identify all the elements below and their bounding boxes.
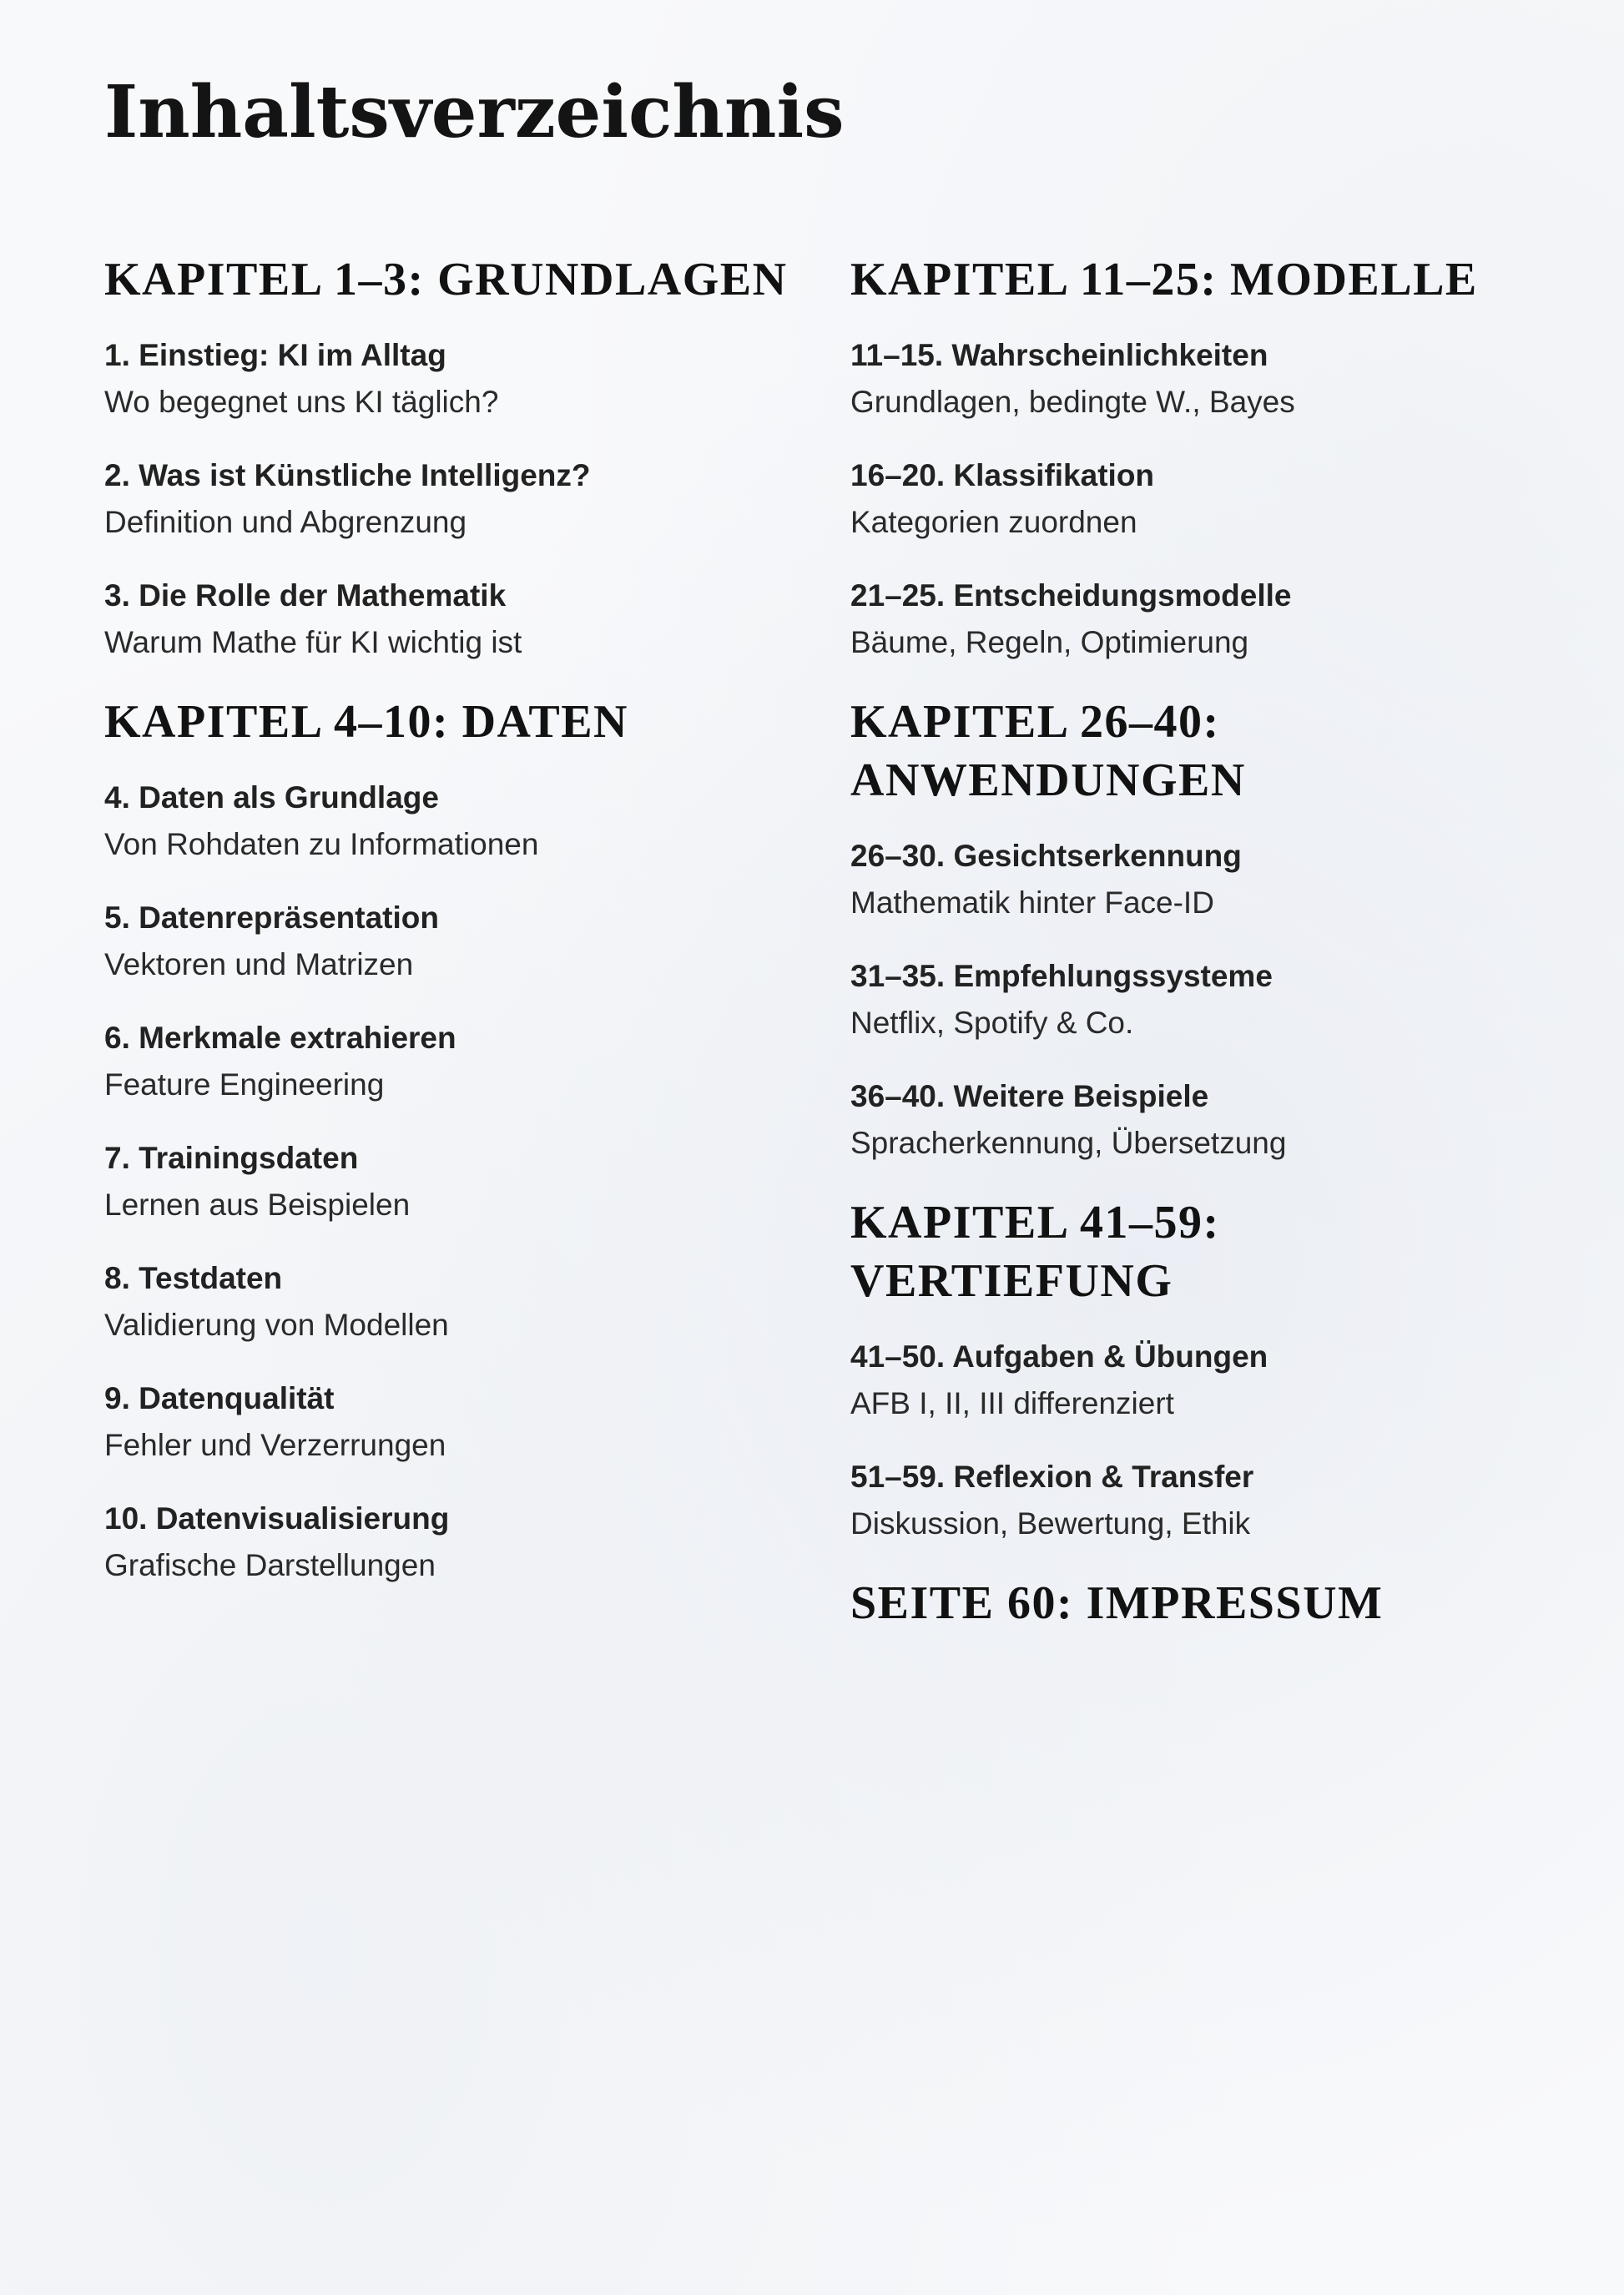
- chapter-heading: KAPITEL 26–40: ANWENDUNGEN: [850, 696, 1246, 806]
- chapter-heading: KAPITEL 1–3: GRUNDLAGEN: [104, 254, 788, 305]
- toc-entry-subtitle: Lernen aus Beispielen: [104, 1188, 411, 1222]
- toc-entry-title: 5. Datenrepräsentation: [104, 900, 439, 935]
- toc-entry-title: 11–15. Wahrscheinlichkeiten: [850, 338, 1268, 372]
- toc-entry-title: 6. Merkmale extrahieren: [104, 1021, 456, 1055]
- toc-entry-title: 10. Datenvisualisierung: [104, 1501, 450, 1536]
- toc-entry-title: 31–35. Empfehlungssysteme: [850, 959, 1273, 993]
- toc-entry-title: 9. Datenqualität: [104, 1381, 335, 1415]
- toc-entry-subtitle: Feature Engineering: [104, 1067, 385, 1102]
- chapter-heading: KAPITEL 11–25: MODELLE: [850, 254, 1478, 305]
- toc-entry-subtitle: Bäume, Regeln, Optimierung: [850, 625, 1249, 659]
- toc-entry: [104, 1135, 789, 1228]
- toc-entry-subtitle: Spracherkennung, Übersetzung: [850, 1126, 1287, 1160]
- toc-entry-subtitle: Diskussion, Bewertung, Ethik: [850, 1506, 1251, 1541]
- toc-column-left: [104, 250, 789, 1616]
- toc-entry: [104, 1375, 789, 1469]
- toc-entry-subtitle: Fehler und Verzerrungen: [104, 1428, 446, 1462]
- toc-entry-subtitle: Warum Mathe für KI wichtig ist: [104, 625, 522, 659]
- toc-entry: [850, 833, 1535, 926]
- toc-entry-title: 36–40. Weitere Beispiele: [850, 1079, 1209, 1113]
- toc-entry-title: 51–59. Reflexion & Transfer: [850, 1460, 1254, 1494]
- toc-entry: [850, 572, 1535, 666]
- toc-entry-title: 26–30. Gesichtserkennung: [850, 839, 1242, 873]
- toc-entry-subtitle: Kategorien zuordnen: [850, 505, 1137, 539]
- toc-entry-subtitle: Grundlagen, bedingte W., Bayes: [850, 385, 1295, 419]
- toc-entry-title: 21–25. Entscheidungsmodelle: [850, 578, 1292, 613]
- chapter-heading: KAPITEL 41–59: VERTIEFUNG: [850, 1197, 1220, 1307]
- toc-section: [850, 693, 1535, 1167]
- toc-entry-subtitle: AFB I, II, III differenziert: [850, 1386, 1174, 1420]
- toc-entry-title: 7. Trainingsdaten: [104, 1141, 359, 1175]
- toc-entry-title: 2. Was ist Künstliche Intelligenz?: [104, 458, 591, 492]
- toc-entry-subtitle: Mathematik hinter Face-ID: [850, 885, 1214, 920]
- toc-entry: [850, 1334, 1535, 1427]
- toc-entry: [104, 332, 789, 426]
- chapter-heading: KAPITEL 4–10: DATEN: [104, 696, 628, 748]
- toc-entry-title: 16–20. Klassifikation: [850, 458, 1155, 492]
- toc-entry-title: 41–50. Aufgaben & Übungen: [850, 1339, 1268, 1374]
- page-title: Inhaltsverzeichnis: [104, 70, 845, 154]
- toc-entry-subtitle: Vektoren und Matrizen: [104, 947, 414, 981]
- toc-entry: [850, 452, 1535, 546]
- toc-entry-subtitle: Validierung von Modellen: [104, 1308, 449, 1342]
- toc-entry: [104, 895, 789, 988]
- toc-entry: [104, 774, 789, 868]
- toc-section: [104, 250, 789, 666]
- toc-entry: [104, 452, 789, 546]
- toc-entry: [104, 1255, 789, 1349]
- toc-entry-subtitle: Definition und Abgrenzung: [104, 505, 467, 539]
- toc-entry: [104, 572, 789, 666]
- toc-section: [850, 1574, 1535, 1632]
- toc-entry-subtitle: Wo begegnet uns KI täglich?: [104, 385, 499, 419]
- toc-entry: [104, 1496, 789, 1589]
- toc-entry: [850, 953, 1535, 1047]
- toc-section: [850, 1193, 1535, 1547]
- toc-entry: [850, 332, 1535, 426]
- toc-entry-title: 3. Die Rolle der Mathematik: [104, 578, 507, 613]
- toc-entry-title: 4. Daten als Grundlage: [104, 780, 439, 815]
- toc-column-right: [850, 250, 1535, 1656]
- toc-entry: [850, 1073, 1535, 1167]
- chapter-heading: SEITE 60: IMPRESSUM: [850, 1577, 1384, 1629]
- toc-entry-subtitle: Von Rohdaten zu Informationen: [104, 827, 539, 861]
- toc-entry-title: 8. Testdaten: [104, 1261, 283, 1295]
- toc-entry-title: 1. Einstieg: KI im Alltag: [104, 338, 446, 372]
- toc-entry-subtitle: Netflix, Spotify & Co.: [850, 1006, 1134, 1040]
- toc-entry: [850, 1454, 1535, 1547]
- toc-section: [850, 250, 1535, 666]
- toc-entry: [104, 1015, 789, 1108]
- toc-section: [104, 693, 789, 1589]
- toc-entry-subtitle: Grafische Darstellungen: [104, 1548, 436, 1582]
